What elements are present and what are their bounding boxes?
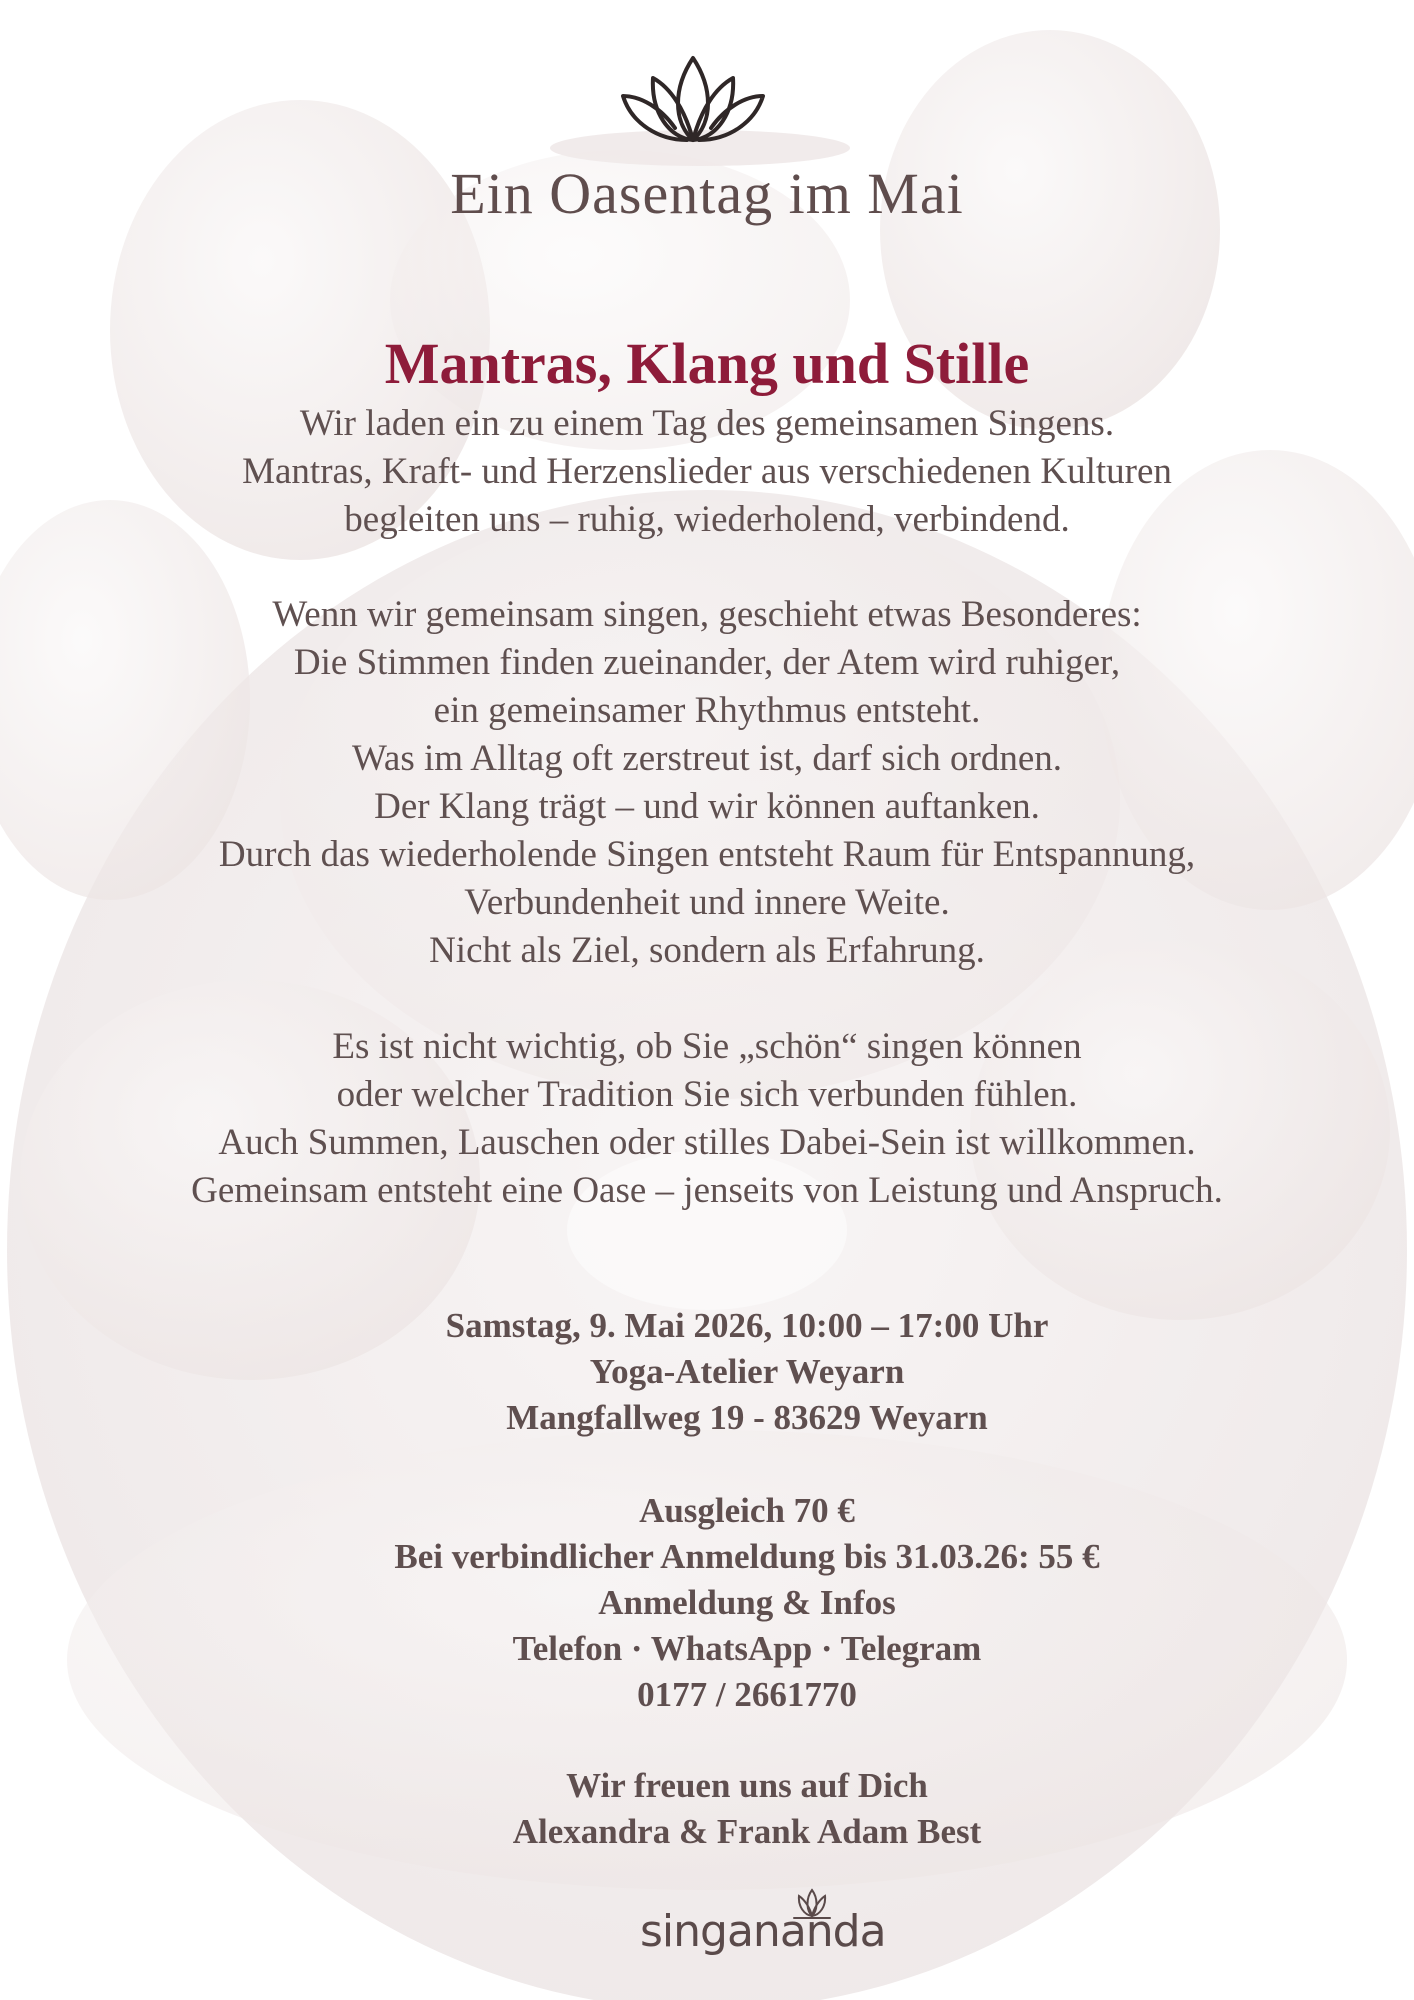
body-line: Was im Alltag oft zerstreut ist, darf sich ordnen. — [351, 738, 1063, 779]
headline: Mantras, Klang und Stille — [384, 331, 1030, 396]
closing-line: oder welcher Tradition Sie sich verbunden fühlen. — [336, 1074, 1078, 1115]
body-line: Wenn wir gemeinsam singen, geschieht etwas Besonderes: — [272, 594, 1142, 635]
body-line: Der Klang trägt – und wir können auftanken. — [374, 786, 1040, 827]
body-line: Durch das wiederholende Singen entsteht Raum für Entspannung, — [218, 834, 1196, 875]
pricing-details — [40, 1488, 1414, 1718]
early-booking-text: Bei verbindlicher Anmeldung bis 31.03.26: 55 € — [394, 1537, 1100, 1576]
signoff — [40, 1763, 1414, 1855]
closing-line: Gemeinsam entsteht eine Oase – jenseits von Leistung und Anspruch. — [191, 1170, 1223, 1211]
intro-line: begleiten uns – ruhig, wiederholend, verbindend. — [344, 499, 1070, 540]
contact-channels: Telefon · WhatsApp · Telegram — [512, 1629, 982, 1668]
signoff-line: Wir freuen uns auf Dich — [566, 1766, 928, 1805]
closing-paragraph — [0, 1023, 1414, 1215]
signoff-names: Alexandra & Frank Adam Best — [512, 1812, 982, 1851]
intro-line: Mantras, Kraft- und Herzenslieder aus verschiedenen Kulturen — [242, 451, 1172, 492]
body-line: ein gemeinsamer Rhythmus entsteht. — [433, 690, 981, 731]
body-line: Die Stimmen finden zueinander, der Atem wird ruhiger, — [293, 642, 1121, 683]
closing-line: Es ist nicht wichtig, ob Sie „schön“ singen können — [332, 1026, 1082, 1067]
closing-line: Auch Summen, Lauschen oder stilles Dabei-Sein ist willkommen. — [218, 1122, 1196, 1163]
lotus-icon — [617, 52, 769, 144]
body-line: Nicht als Ziel, sondern als Erfahrung. — [429, 930, 985, 971]
brand-logo — [640, 1892, 886, 1962]
body-line: Verbundenheit und innere Weite. — [464, 882, 950, 923]
phone-number: 0177 / 2661770 — [637, 1675, 857, 1714]
registration-heading: Anmeldung & Infos — [598, 1583, 896, 1622]
event-address: Mangfallweg 19 - 83629 Weyarn — [506, 1398, 988, 1437]
event-date-time: Samstag, 9. Mai 2026, 10:00 – 17:00 Uhr — [445, 1306, 1049, 1345]
intro-paragraph — [0, 400, 1414, 544]
intro-line: Wir laden ein zu einem Tag des gemeinsamen Singens. — [299, 403, 1115, 444]
body-paragraph — [0, 591, 1414, 975]
fee-text: Ausgleich 70 € — [639, 1491, 855, 1530]
page-title: Ein Oasentag im Mai — [450, 161, 964, 226]
brand-name: singananda — [640, 1906, 886, 1957]
event-details — [40, 1303, 1414, 1441]
event-venue: Yoga-Atelier Weyarn — [589, 1352, 905, 1391]
